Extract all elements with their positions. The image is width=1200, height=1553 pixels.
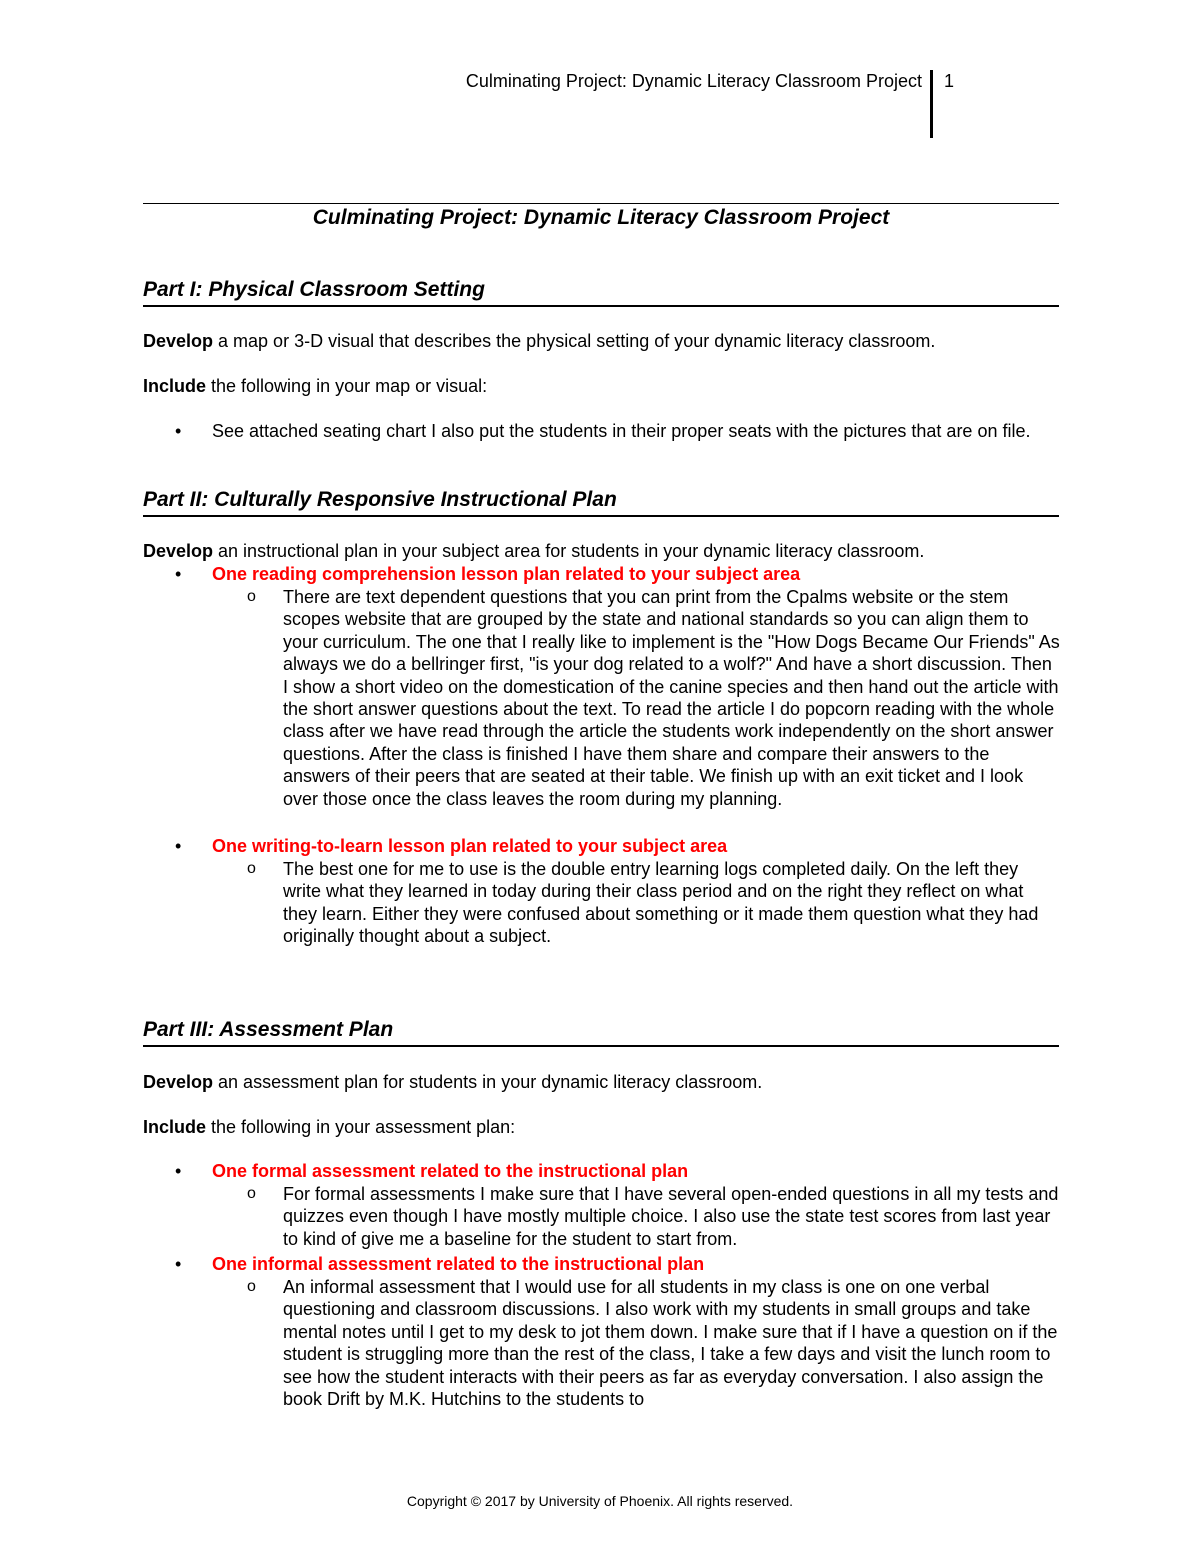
part1-include-paragraph [143,375,1059,398]
section-heading-part1: Part I: Physical Classroom Setting [143,276,1059,307]
part3-include-paragraph [143,1116,1059,1139]
section-heading-part2: Part II: Culturally Responsive Instructional Plan [143,486,1059,517]
sub-bullet-icon: o [247,860,256,877]
bullet-icon: • [175,1254,182,1274]
sub-bullet-icon: o [247,1185,256,1202]
copyright-footer: Copyright © 2017 by University of Phoenix. All rights reserved. [406,1493,794,1509]
develop-label: Develop [143,331,214,351]
develop-label: Develop [143,541,214,561]
include-label: Include [143,1117,207,1137]
response-text: There are text dependent questions that you can print from the Cpalms website or the stem scopes website that are grouped by the state and national standards so you can align them to your curriculum. The one that I really like to implement is the "How Dogs Became Our Friends" As always we do a bellringer first, "is your dog related to a wolf?" And have a short discussion. Then I show a short video on the domestication of the canine species and then hand out the article with the short answer questions about the text. To read the article I do popcorn reading with the whole class after we have read through the article the students work independently on the short answer questions. After the class is finished I have them share and compare their answers to the answers of their peers that are seated at their table. We finish up with an exit ticket and I look over those once the class leaves the room during my planning. [283,587,1060,809]
requirement-label: One informal assessment related to the instructional plan [212,1254,705,1274]
bullet-icon: • [175,421,182,441]
part2-develop-paragraph [143,540,1059,563]
running-header-title: Culminating Project: Dynamic Literacy Classroom Project [465,71,922,91]
part1-develop-paragraph [143,330,1059,353]
response-text: For formal assessments I make sure that I have several open-ended questions in all my tests and quizzes even though I have mostly multiple choice. I also use the state test scores from last year to kind of give me a baseline for the student to start from. [283,1184,1059,1249]
include-text: the following in your map or visual: [206,376,488,396]
bullet-icon: • [175,564,182,584]
response-text: An informal assessment that I would use for all students in my class is one on one verbal questioning and classroom discussions. I also work with my students in small groups and take mental notes until I get to my desk to jot them down. I make sure that if I have a question on if the student is struggling more than the rest of the class, I take a few days and visit the lunch room to see how the student interacts with their peers as far as everyday conversation. I also assign the book Drift by M.K. Hutchins to the students to [283,1277,1058,1410]
develop-label: Develop [143,1072,214,1092]
sub-bullet-icon: o [247,588,256,605]
page-number: 1 [944,71,955,91]
part3-develop-paragraph [143,1071,1059,1094]
include-text: the following in your assessment plan: [206,1117,516,1137]
bullet-icon: • [175,1161,182,1181]
requirement-label: One formal assessment related to the instructional plan [212,1161,689,1181]
bullet-text: See attached seating chart I also put the students in their proper seats with the pictures that are on file. [212,421,1031,441]
page-header [440,70,962,140]
develop-text: an instructional plan in your subject area for students in your dynamic literacy classroom. [213,541,925,561]
response-text: The best one for me to use is the double entry learning logs completed daily. On the left they write what they learned in today during their class period and on the right they reflect on what they learn. Either they were confused about something or it made them question what they had originally thought about a subject. [283,859,1039,947]
develop-text: an assessment plan for students in your dynamic literacy classroom. [213,1072,763,1092]
header-divider [930,70,933,138]
include-label: Include [143,376,207,396]
bullet-icon: • [175,836,182,856]
develop-text: a map or 3-D visual that describes the physical setting of your dynamic literacy classroom. [213,331,936,351]
section-heading-part3: Part III: Assessment Plan [143,1016,1059,1047]
requirement-label: One writing-to-learn lesson plan related to your subject area [212,836,728,856]
document-title: Culminating Project: Dynamic Literacy Classroom Project [312,206,890,229]
sub-bullet-icon: o [247,1278,256,1295]
requirement-label: One reading comprehension lesson plan related to your subject area [212,564,801,584]
